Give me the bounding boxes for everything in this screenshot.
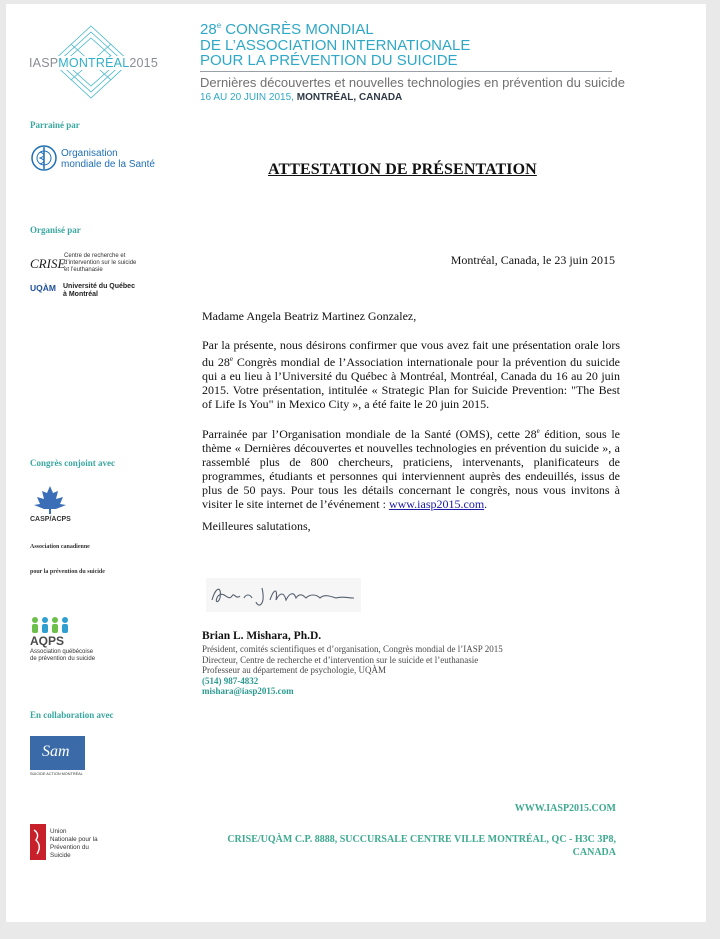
signer-email[interactable]: mishara@iasp2015.com bbox=[202, 686, 294, 696]
letter-date: Montréal, Canada, le 23 juin 2015 bbox=[450, 253, 615, 267]
iasp-logo-text bbox=[27, 56, 160, 70]
crise-line1: Centre de recherche et bbox=[64, 253, 126, 259]
casp-line1: Association canadienne bbox=[30, 544, 90, 550]
collab-label: En collaboration avec bbox=[30, 710, 114, 720]
header-divider bbox=[200, 71, 612, 72]
unps-name bbox=[50, 828, 98, 860]
sam-caption: SUICIDE ACTION MONTRÉAL bbox=[30, 772, 83, 776]
aqps-line2: de prévention du suicide bbox=[30, 656, 96, 662]
footer-website[interactable]: WWW.IASP2015.COM bbox=[514, 803, 616, 814]
who-name bbox=[61, 148, 155, 170]
who-emblem-icon bbox=[30, 144, 58, 172]
uqam-name bbox=[63, 283, 135, 299]
footer-address bbox=[227, 833, 616, 859]
unps-line1: Union bbox=[50, 828, 67, 835]
who-line1: Organisation bbox=[61, 148, 118, 159]
handwritten-signature bbox=[206, 578, 361, 612]
logo-prefix: IASP bbox=[29, 56, 59, 70]
p1-text-b: Congrès mondial de l’Association internationale pour la prévention du suicide qui a eu lieu à l’Université du Québec à Montréal, Montréal, Canada du 16 au 20 juin 2015. Votre présentation, intitulée « Strategic Plan for Suicide Prevention: "The Best of Life Is You" in Mexico City », a été faite le 20 juin 2015. bbox=[202, 355, 621, 411]
aqps-logo-text: AQPS bbox=[30, 634, 65, 648]
crise-description bbox=[64, 253, 136, 274]
casp-line2: pour la prévention du suicide bbox=[30, 569, 105, 575]
uqam-line2: à Montréal bbox=[63, 291, 99, 298]
header-line1 bbox=[200, 18, 640, 38]
header-dates bbox=[200, 92, 640, 103]
document-title: ATTESTATION DE PRÉSENTATION bbox=[268, 161, 537, 178]
header-number: 28 bbox=[200, 21, 217, 38]
organise-label: Organisé par bbox=[30, 225, 81, 235]
signer-title-1: Président, comités scientifiques et d’organisation, Congrès mondial de l’IASP 2015 bbox=[202, 644, 503, 654]
p1-text-a: Par la présente, nous désirons confirmer que vous avez fait une présentation orale lors du 28 bbox=[202, 338, 620, 369]
signer-name: Brian L. Mishara, Ph.D. bbox=[202, 630, 322, 642]
signer-phone: (514) 987-4832 bbox=[202, 675, 259, 686]
iasp-website-link[interactable]: www.iasp2015.com bbox=[388, 497, 485, 511]
p2-text-b: édition, sous le thème « Dernières découvertes et nouvelles technologies en prévention du suicide », a rassemblé plus de 800 chercheurs, praticiens, intervenants, planificateurs de programmes, étudiants et personnes qui interviennent auprès des endeuillés, issus de plus de 50 pays. Pour tous les détails concernant le congrès, nous vous invitons à visiter le site internet de l’événement : bbox=[202, 427, 620, 511]
header-sup: e bbox=[216, 21, 222, 30]
p2-end: . bbox=[484, 497, 488, 511]
congress-header bbox=[200, 18, 640, 103]
closing: Meilleures salutations, bbox=[202, 519, 311, 533]
header-line3: POUR LA PRÉVENTION DU SUICIDE bbox=[200, 52, 458, 69]
paragraph-1 bbox=[202, 338, 620, 411]
signer-title-2: Directeur, Centre de recherche et d’intervention sur le suicide et l’euthanasie bbox=[202, 654, 479, 665]
unps-logo-icon bbox=[30, 824, 46, 860]
p1-sup: e bbox=[229, 355, 233, 363]
logo-year: 2015 bbox=[129, 56, 158, 70]
header-date-range: 16 AU 20 JUIN 2015, bbox=[200, 92, 297, 103]
unps-line4: Suicide bbox=[50, 852, 71, 859]
crise-line3: et l’euthanasie bbox=[64, 267, 103, 273]
aqps-description bbox=[30, 649, 95, 663]
conjoint-label: Congrès conjoint avec bbox=[30, 458, 115, 468]
salutation: Madame Angela Beatriz Martinez Gonzalez, bbox=[202, 309, 417, 323]
unps-line3: Prévention du bbox=[50, 844, 89, 851]
paragraph-2 bbox=[202, 424, 620, 511]
header-place: MONTRÉAL, CANADA bbox=[296, 92, 403, 103]
aqps-people-icon bbox=[30, 616, 70, 634]
p2-sup: e bbox=[536, 427, 540, 435]
p2-text-a: Parrainée par l’Organisation mondiale de la Santé (OMS), cette 28 bbox=[202, 427, 537, 441]
header-congress: CONGRÈS MONDIAL bbox=[221, 21, 374, 38]
footer-address-line1: CRISE/UQÀM C.P. 8888, SUCCURSALE CENTRE VILLE MONTRÉAL, QC - H3C 3P8, bbox=[227, 834, 616, 845]
signer-details bbox=[202, 644, 503, 697]
header-line2: DE L’ASSOCIATION INTERNATIONALE bbox=[200, 37, 471, 54]
header-theme: Dernières découvertes et nouvelles technologies en prévention du suicide bbox=[200, 75, 625, 90]
signer-title-3: Professeur au département de psychologie, UQÀM bbox=[202, 665, 386, 675]
crise-logo: CRISE bbox=[30, 256, 66, 271]
logo-city: MONTRÉAL bbox=[58, 56, 130, 70]
parraine-label: Parrainé par bbox=[30, 120, 80, 130]
certificate-page bbox=[6, 4, 706, 922]
casp-logo-text: CASP/ACPS bbox=[30, 516, 71, 523]
crise-line2: d’intervention sur le suicide bbox=[64, 260, 137, 266]
unps-line2: Nationale pour la bbox=[50, 836, 98, 843]
aqps-line1: Association québécoise bbox=[30, 649, 94, 655]
footer-address-line2: CANADA bbox=[572, 847, 616, 858]
who-line2: mondiale de la Santé bbox=[61, 159, 155, 170]
maple-leaf-icon bbox=[32, 485, 68, 515]
uqam-logo: UQÀM bbox=[30, 283, 56, 293]
sam-logo-box bbox=[30, 736, 85, 770]
sam-logo-text: Sam bbox=[42, 743, 70, 760]
uqam-line1: Université du Québec bbox=[63, 283, 135, 290]
